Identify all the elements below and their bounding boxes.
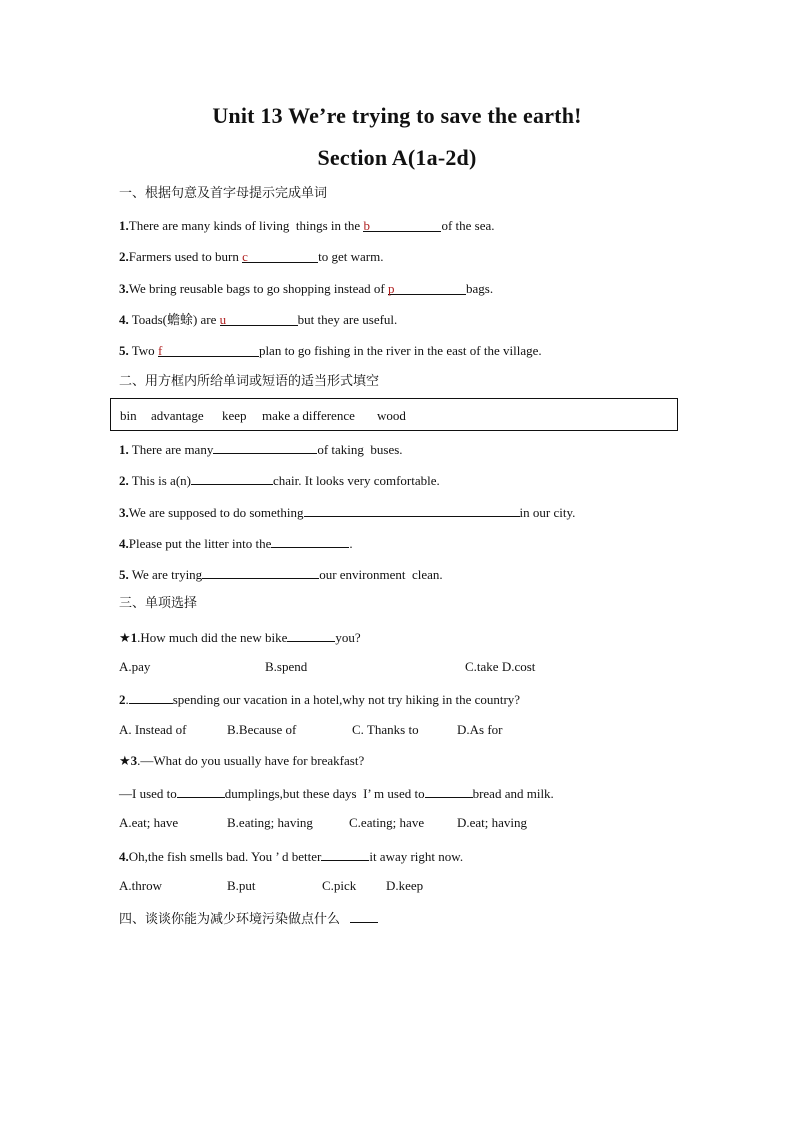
question-number: 5. (119, 567, 129, 582)
part1-question-4 (119, 312, 397, 328)
answer-blank[interactable] (271, 534, 349, 548)
question-text: We are supposed to do something (128, 505, 304, 520)
option-c-d[interactable]: C.take D.cost (465, 659, 536, 674)
option-b[interactable]: B.spend (265, 659, 308, 674)
question-text-end: bread and milk. (472, 786, 554, 801)
answer-blank[interactable] (177, 784, 225, 798)
answer-blank[interactable] (350, 909, 378, 923)
answer-blank[interactable] (425, 784, 473, 798)
option-a[interactable]: A.pay (119, 659, 151, 674)
part2-question-5 (119, 565, 443, 583)
question-text-end: our environment clean. (319, 567, 443, 582)
option-b[interactable]: B.Because of (227, 722, 297, 737)
question-number: 4. (119, 312, 129, 327)
question-number: 3 (130, 753, 138, 768)
option-c[interactable]: C.eating; have (349, 815, 425, 830)
question-text: .—What do you usually have for breakfast? (137, 753, 365, 768)
option-a[interactable]: A. Instead of (119, 722, 187, 737)
section-subtitle: Section A(1a-2d) (317, 145, 477, 170)
part4-line (119, 909, 378, 928)
letter-hint: p (388, 281, 395, 296)
part2-question-4 (119, 534, 353, 552)
word-bank-item: keep (222, 408, 247, 423)
option-a[interactable]: A.eat; have (119, 815, 179, 830)
question-text: There are many kinds of living things in the (128, 218, 364, 233)
part3-question-3-response (119, 784, 554, 802)
question-text-end: of the sea. (441, 218, 495, 233)
part3-header: 三、单项选择 (119, 596, 198, 611)
question-text-end: you? (335, 630, 361, 645)
option-d[interactable]: D.As for (457, 722, 503, 737)
answer-blank[interactable] (202, 565, 319, 579)
question-text: This is a(n) (128, 473, 191, 488)
answer-blank[interactable] (191, 471, 273, 485)
part1-question-2 (119, 249, 383, 265)
part3-question-3 (119, 753, 364, 769)
question-text: We are trying (128, 567, 203, 582)
letter-hint: u (219, 312, 227, 327)
letter-hint: f (157, 343, 163, 358)
question-text: Two (128, 343, 158, 358)
question-text: Farmers used to burn (128, 249, 243, 264)
answer-blank[interactable] (321, 847, 369, 861)
part2-header: 二、用方框内所给单词或短语的适当形式填空 (119, 374, 380, 389)
part3-question-1 (119, 628, 361, 646)
question-number: 1. (119, 442, 129, 457)
part2-question-3 (119, 503, 575, 521)
question-number: 3. (119, 281, 129, 296)
answer-blank[interactable] (363, 218, 441, 232)
word-bank-item: advantage (151, 408, 204, 423)
question-text: . (125, 692, 129, 707)
question-text: .How much did the new bike (137, 630, 288, 645)
star-icon: ★ (119, 753, 131, 768)
part3-question-2 (119, 690, 520, 708)
question-text-end: spending our vacation in a hotel,why not try hiking in the country? (172, 692, 521, 707)
question-text-end: but they are useful. (297, 312, 398, 327)
part1-header: 一、根据句意及首字母提示完成单词 (119, 186, 328, 201)
option-c[interactable]: C. Thanks to (352, 722, 419, 737)
word-bank-box (110, 398, 678, 431)
answer-blank[interactable] (304, 503, 520, 517)
option-b[interactable]: B.put (227, 878, 256, 893)
question-text: Toads(蟾蜍) are (128, 312, 220, 327)
question-text-end: of taking buses. (317, 442, 403, 457)
question-text-mid: dumplings,but these days I’ m used to (224, 786, 425, 801)
word-bank-item: wood (377, 408, 406, 423)
part2-question-2 (119, 471, 440, 489)
answer-blank[interactable] (242, 249, 318, 263)
question-number: 2. (119, 473, 129, 488)
question-text-end: chair. It looks very comfortable. (272, 473, 440, 488)
question-number: 4. (119, 849, 129, 864)
answer-blank[interactable] (158, 343, 259, 357)
question-text-end: bags. (466, 281, 494, 296)
question-text-end: . (349, 536, 353, 551)
question-number: 1 (130, 630, 138, 645)
question-text: We bring reusable bags to go shopping instead of (128, 281, 389, 296)
question-text: —I used to (119, 786, 177, 801)
part1-question-1 (119, 218, 495, 234)
answer-blank[interactable] (213, 440, 317, 454)
letter-hint: c (242, 249, 248, 264)
option-a[interactable]: A.throw (119, 878, 162, 893)
letter-hint: b (363, 218, 370, 233)
question-number: 1. (119, 218, 129, 233)
question-text-end: in our city. (519, 505, 576, 520)
part2-question-1 (119, 440, 403, 458)
question-number: 5. (119, 343, 129, 358)
question-number: 4. (119, 536, 129, 551)
answer-blank[interactable] (388, 281, 466, 295)
question-number: 2 (119, 692, 126, 707)
question-text: Oh,the fish smells bad. You ’ d better (128, 849, 322, 864)
word-bank-item: make a difference (262, 408, 355, 423)
part1-question-5 (119, 343, 542, 359)
part3-question-4 (119, 847, 463, 865)
question-text-end: to get warm. (318, 249, 384, 264)
star-icon: ★ (119, 630, 131, 645)
answer-blank[interactable] (129, 690, 173, 704)
question-text-end: plan to go fishing in the river in the east of the village. (258, 343, 542, 358)
question-number: 3. (119, 505, 129, 520)
option-c[interactable]: C.pick (322, 878, 357, 893)
question-text-end: it away right now. (369, 849, 464, 864)
option-d[interactable]: D.eat; having (457, 815, 528, 830)
word-bank-item: bin (120, 408, 137, 423)
part4-header: 四、谈谈你能为减少环境污染做点什么 (119, 912, 341, 927)
part1-question-3 (119, 281, 493, 297)
answer-blank[interactable] (287, 628, 335, 642)
question-number: 2. (119, 249, 129, 264)
page-title: Unit 13 We’re trying to save the earth! (212, 103, 582, 128)
question-text: There are many (128, 442, 214, 457)
question-text: Please put the litter into the (128, 536, 272, 551)
option-d[interactable]: D.keep (386, 878, 424, 893)
answer-blank[interactable] (220, 312, 298, 326)
option-b[interactable]: B.eating; having (227, 815, 313, 830)
